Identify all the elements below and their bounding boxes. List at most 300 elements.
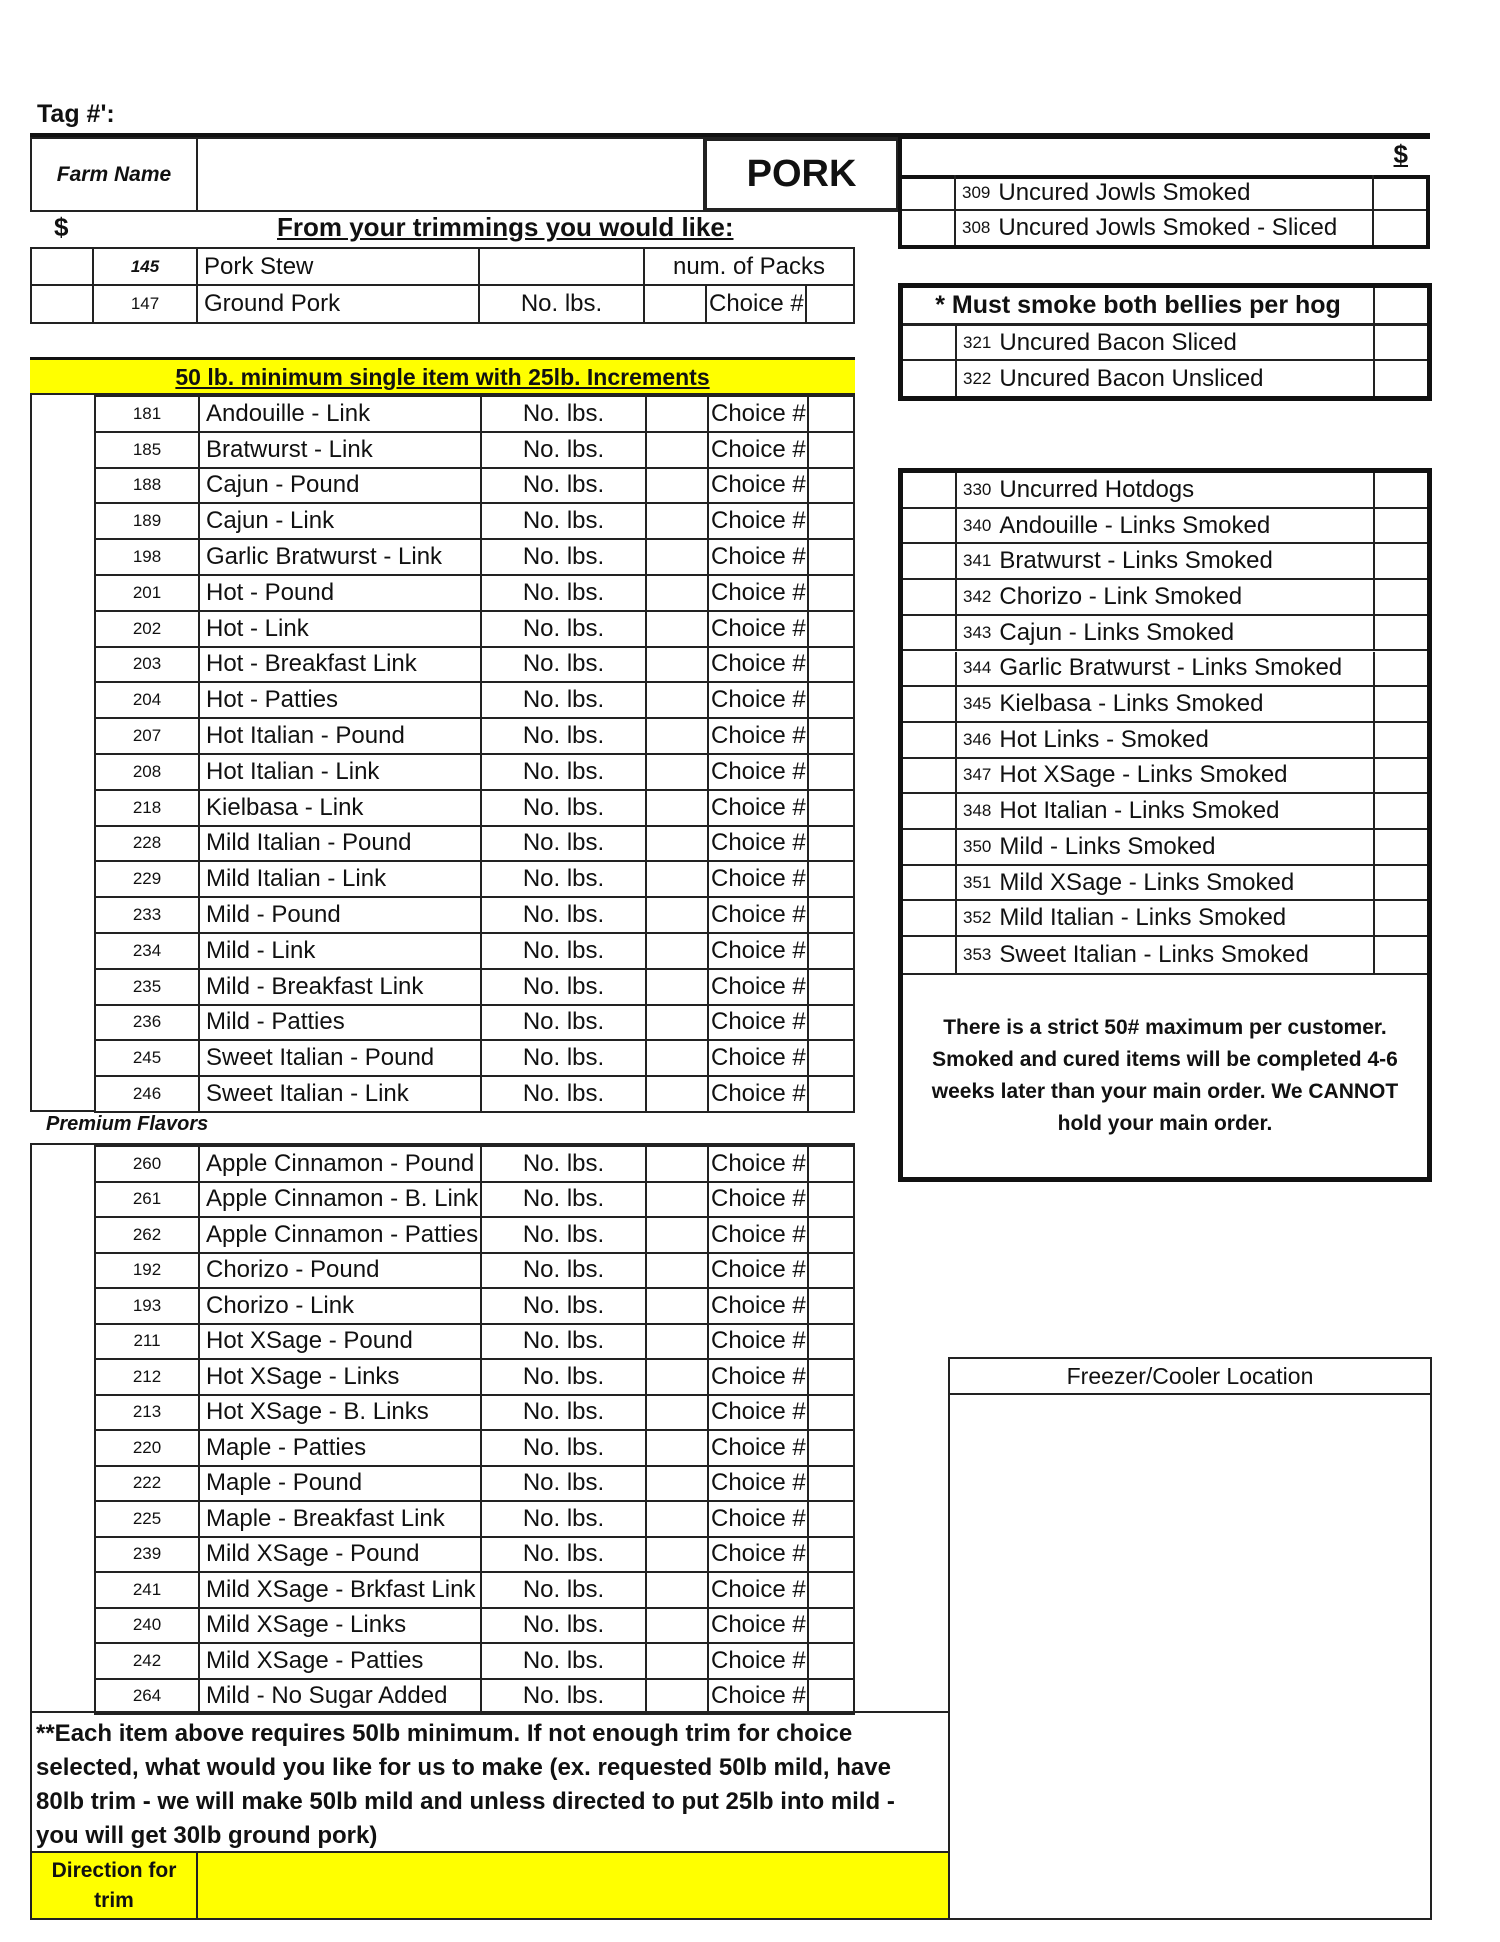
item-code: 192 <box>132 1260 162 1280</box>
item-name: Ground Pork <box>204 290 341 317</box>
trim-check-cell[interactable] <box>30 284 94 324</box>
check-cell[interactable] <box>903 830 957 864</box>
item-name: Hot Links - Smoked <box>999 725 1209 753</box>
choice-field[interactable] <box>807 1536 855 1574</box>
choice-label: Choice # <box>711 865 806 893</box>
direction-row <box>30 1851 950 1920</box>
item-name: Bratwurst - Links Smoked <box>999 547 1273 575</box>
qty-label: No. lbs. <box>522 1398 605 1426</box>
item-code: 189 <box>132 511 162 531</box>
choice-field[interactable] <box>807 860 855 898</box>
check-cell[interactable] <box>903 937 957 973</box>
qty-field[interactable] <box>645 1465 709 1503</box>
choice-field[interactable] <box>807 1642 855 1680</box>
qty-field[interactable] <box>645 1252 709 1290</box>
choice-label: Choice # <box>711 722 806 750</box>
choice-label: Choice # <box>711 757 806 785</box>
choice-field[interactable] <box>807 1181 855 1219</box>
item-code: 145 <box>130 256 160 276</box>
item-code: 181 <box>132 403 162 423</box>
table-row <box>32 467 853 505</box>
qty-field[interactable] <box>645 1536 709 1574</box>
qty-label: No. lbs. <box>522 1433 605 1461</box>
item-code: 342 <box>963 586 992 606</box>
item-name: Hot XSage - Pound <box>206 1327 413 1355</box>
choice-field[interactable] <box>807 574 855 612</box>
choice-label: Choice # <box>711 399 806 427</box>
qty-field[interactable] <box>645 681 709 719</box>
qty-field[interactable] <box>645 789 709 827</box>
trimmings-heading: From your trimmings you would like: <box>277 212 734 242</box>
item-name: Bratwurst - Link <box>206 435 373 463</box>
item-name: Apple Cinnamon - Patties <box>206 1220 479 1248</box>
check-cell[interactable] <box>903 687 957 721</box>
farm-name-label-cell <box>30 137 198 212</box>
choice-field[interactable] <box>807 1429 855 1467</box>
item-code: 235 <box>132 976 162 996</box>
item-name: Mild XSage - Links <box>206 1611 407 1639</box>
item-code: 351 <box>963 872 992 892</box>
check-cell[interactable] <box>903 473 957 507</box>
dollar-right: $ <box>1393 139 1408 169</box>
qty-field[interactable] <box>645 574 709 612</box>
choice-label: Choice # <box>711 1504 806 1532</box>
check-cell[interactable] <box>903 580 957 614</box>
ground-pork-qty-field[interactable] <box>643 284 707 324</box>
item-code: 147 <box>130 294 160 313</box>
item-code: 218 <box>132 797 162 817</box>
item-code: 330 <box>963 479 992 499</box>
page-title: PORK <box>746 153 857 195</box>
qty-field[interactable] <box>645 1287 709 1325</box>
check-cell[interactable] <box>903 866 957 900</box>
qty-field[interactable] <box>645 1145 709 1183</box>
item-name: Hot XSage - Links Smoked <box>999 761 1288 789</box>
item-name: Apple Cinnamon - Pound <box>206 1149 475 1177</box>
trim-check-cell[interactable] <box>30 247 94 286</box>
table-row <box>32 1571 853 1609</box>
choice-label: Choice # <box>711 1682 806 1710</box>
jowls-price-cell[interactable] <box>1374 175 1430 211</box>
item-name: Maple - Breakfast Link <box>206 1504 445 1532</box>
choice-field[interactable] <box>807 467 855 505</box>
item-code: 222 <box>132 1473 162 1493</box>
choice-label: Choice # <box>711 1291 806 1319</box>
choice-field[interactable] <box>807 753 855 791</box>
item-code: 202 <box>132 618 162 638</box>
choice-label: Choice # <box>711 901 806 929</box>
trim-note: **Each item above requires 50lb minimum. If not enough trim for choice selected, what would you like for us to make (ex. requested 50lb mild, have 80lb trim - we will make 50lb mild and unless directed to put 25lb into mild - you will get 30lb ground pork) <box>30 1711 950 1853</box>
bellies-table <box>898 283 1432 401</box>
jowls-table <box>898 175 1430 249</box>
qty-label: No. lbs. <box>522 1185 605 1213</box>
choice-label: Choice # <box>711 1469 806 1497</box>
choice-field[interactable] <box>807 1075 855 1113</box>
choice-field[interactable] <box>807 825 855 863</box>
item-code: 260 <box>132 1153 162 1173</box>
choice-field[interactable] <box>807 896 855 934</box>
qty-label: No. lbs. <box>522 1646 605 1674</box>
item-name: Hot - Link <box>206 614 309 642</box>
table-row <box>32 1181 853 1219</box>
qty-field[interactable] <box>645 717 709 755</box>
item-name: Mild XSage - Patties <box>206 1646 424 1674</box>
item-code: 229 <box>132 869 162 889</box>
choice-label: Choice # <box>711 793 806 821</box>
jowls-check-cell[interactable] <box>902 175 956 211</box>
jowls-price-header <box>898 137 1430 179</box>
table-row <box>903 326 1427 361</box>
tag-label: Tag #': <box>37 100 115 128</box>
qty-field[interactable] <box>645 896 709 934</box>
item-code: 207 <box>132 726 162 746</box>
jowls-row <box>902 175 1426 211</box>
item-code: 225 <box>132 1508 162 1528</box>
table-row <box>32 538 853 576</box>
table-row <box>903 723 1427 759</box>
qty-field[interactable] <box>645 932 709 970</box>
choice-field[interactable] <box>807 1004 855 1042</box>
item-code: 309 <box>962 183 991 202</box>
qty-field[interactable] <box>645 1216 709 1254</box>
item-name: Cajun - Links Smoked <box>999 618 1235 646</box>
qty-field[interactable] <box>645 1004 709 1042</box>
choice-label: Choice # <box>709 290 804 317</box>
qty-field[interactable] <box>645 1039 709 1077</box>
table-row <box>32 610 853 648</box>
table-row <box>32 1287 853 1325</box>
freezer-location-box <box>948 1357 1432 1920</box>
item-code: 321 <box>963 332 992 352</box>
qty-label: No. lbs. <box>522 650 605 678</box>
choice-label: Choice # <box>711 1433 806 1461</box>
check-cell[interactable] <box>903 723 957 757</box>
item-name: Pork Stew <box>204 252 314 280</box>
qty-field[interactable] <box>645 538 709 576</box>
item-code: 341 <box>963 551 992 571</box>
qty-field[interactable] <box>645 753 709 791</box>
qty-field[interactable] <box>645 502 709 540</box>
choice-label: Choice # <box>711 1575 806 1603</box>
item-code: 208 <box>132 761 162 781</box>
qty-field[interactable] <box>645 1607 709 1645</box>
item-name: Uncured Bacon Sliced <box>999 328 1237 356</box>
choice-label: Choice # <box>711 1080 806 1108</box>
choice-field[interactable] <box>807 646 855 684</box>
farm-name-label: Farm Name <box>56 162 172 186</box>
choice-label: Choice # <box>711 1327 806 1355</box>
qty-label: No. lbs. <box>522 1149 605 1177</box>
qty-field[interactable] <box>645 1358 709 1396</box>
table-row <box>32 1358 853 1396</box>
item-name: Mild - Breakfast Link <box>206 972 424 1000</box>
item-code: 233 <box>132 905 162 925</box>
qty-label: No. lbs. <box>522 936 605 964</box>
table-row <box>32 502 853 540</box>
bellies-heading: * Must smoke both bellies per hog <box>935 291 1341 319</box>
qty-field[interactable] <box>645 1181 709 1219</box>
choice-label: Choice # <box>711 1540 806 1568</box>
check-cell[interactable] <box>903 794 957 828</box>
choice-label: Choice # <box>711 435 806 463</box>
jowls-row <box>902 211 1426 245</box>
item-name: Andouille - Link <box>206 399 371 427</box>
choice-field[interactable] <box>807 1358 855 1396</box>
choice-label: Choice # <box>711 578 806 606</box>
qty-label: No. lbs. <box>522 614 605 642</box>
item-code: 193 <box>132 1295 162 1315</box>
qty-label: No. lbs. <box>522 793 605 821</box>
qty-label: No. lbs. <box>522 1682 605 1710</box>
item-code: 203 <box>132 654 162 674</box>
ground-pork-choice-field[interactable] <box>805 284 855 324</box>
table-row <box>32 1465 853 1503</box>
choice-field[interactable] <box>807 1252 855 1290</box>
qty-field[interactable] <box>645 825 709 863</box>
qty-field[interactable] <box>645 610 709 648</box>
table-row <box>32 395 853 433</box>
check-cell[interactable] <box>903 361 957 396</box>
item-name: Mild Italian - Pound <box>206 829 412 857</box>
qty-label: No. lbs. <box>522 1044 605 1072</box>
table-row <box>32 1145 853 1183</box>
item-name: Mild - No Sugar Added <box>206 1682 448 1710</box>
choice-label: Choice # <box>711 650 806 678</box>
item-name: Apple Cinnamon - B. Link <box>206 1185 479 1213</box>
item-name: Garlic Bratwurst - Link <box>206 543 443 571</box>
choice-label: Choice # <box>711 471 806 499</box>
qty-label: No. lbs. <box>522 1362 605 1390</box>
choice-label: Choice # <box>711 936 806 964</box>
choice-label: Choice # <box>711 1185 806 1213</box>
item-code: 262 <box>132 1224 162 1244</box>
choice-field[interactable] <box>807 1287 855 1325</box>
item-name: Mild - Links Smoked <box>999 832 1216 860</box>
item-code: 340 <box>963 515 992 535</box>
choice-field[interactable] <box>807 1500 855 1538</box>
choice-field[interactable] <box>807 1678 855 1716</box>
direction-field[interactable] <box>198 1853 948 1918</box>
dollar-left: $ <box>54 212 69 242</box>
qty-label: No. lbs. <box>522 1575 605 1603</box>
item-code: 350 <box>963 836 992 856</box>
check-cell[interactable] <box>903 509 957 543</box>
item-name: Sweet Italian - Links Smoked <box>999 940 1309 968</box>
qty-field[interactable] <box>645 1075 709 1113</box>
item-code: 322 <box>963 368 992 388</box>
item-name: Mild Italian - Link <box>206 865 387 893</box>
item-code: 234 <box>132 940 162 960</box>
choice-field[interactable] <box>807 1394 855 1432</box>
table-row <box>32 1323 853 1361</box>
item-code: 220 <box>132 1437 162 1457</box>
choice-field[interactable] <box>807 717 855 755</box>
item-name: Maple - Pound <box>206 1469 363 1497</box>
check-cell[interactable] <box>903 544 957 578</box>
qty-label: No. lbs. <box>522 972 605 1000</box>
item-name: Maple - Patties <box>206 1433 367 1461</box>
choice-field[interactable] <box>807 1323 855 1361</box>
item-name: Kielbasa - Links Smoked <box>999 690 1264 718</box>
item-code: 353 <box>963 944 992 964</box>
item-name: Kielbasa - Link <box>206 793 364 821</box>
choice-field[interactable] <box>807 395 855 433</box>
table-row <box>903 687 1427 723</box>
item-name: Chorizo - Link Smoked <box>999 582 1243 610</box>
choice-field[interactable] <box>807 1145 855 1183</box>
item-code: 188 <box>132 475 162 495</box>
item-name: Mild - Patties <box>206 1008 345 1036</box>
qty-label: No. lbs. <box>522 435 605 463</box>
qty-label: No. lbs. <box>522 1008 605 1036</box>
table-row <box>32 1252 853 1290</box>
table-row <box>903 361 1427 396</box>
bellies-price-cell[interactable] <box>1375 288 1427 326</box>
qty-field[interactable] <box>645 1323 709 1361</box>
item-name: Andouille - Links Smoked <box>999 511 1271 539</box>
table-row <box>903 652 1427 688</box>
farm-name-field[interactable] <box>196 137 705 212</box>
item-code: 246 <box>132 1084 162 1104</box>
table-row <box>903 580 1427 616</box>
table-row <box>32 1394 853 1432</box>
qty-field[interactable] <box>645 1394 709 1432</box>
item-name: Garlic Bratwurst - Links Smoked <box>999 654 1343 682</box>
table-row <box>32 431 853 469</box>
item-code: 352 <box>963 908 992 928</box>
choice-field[interactable] <box>807 431 855 469</box>
item-code: 239 <box>132 1544 162 1564</box>
table-row <box>903 544 1427 580</box>
item-name: Mild XSage - Pound <box>206 1540 420 1568</box>
choice-label: Choice # <box>711 543 806 571</box>
table-row <box>32 932 853 970</box>
qty-field[interactable] <box>645 1642 709 1680</box>
item-name: Hot XSage - B. Links <box>206 1398 429 1426</box>
choice-field[interactable] <box>807 789 855 827</box>
choice-field[interactable] <box>807 1465 855 1503</box>
table-row <box>32 860 853 898</box>
check-cell[interactable] <box>903 616 957 650</box>
table-row <box>32 789 853 827</box>
table-row <box>903 830 1427 866</box>
table-row <box>32 896 853 934</box>
item-name: Mild Italian - Links Smoked <box>999 904 1287 932</box>
choice-label: Choice # <box>711 1008 806 1036</box>
item-code: 211 <box>133 1331 161 1351</box>
item-name: Mild - Pound <box>206 901 341 929</box>
table-row <box>32 681 853 719</box>
qty-label: No. lbs. <box>522 1220 605 1248</box>
choice-field[interactable] <box>807 610 855 648</box>
freezer-location-field[interactable] <box>950 1395 1430 1918</box>
item-code: 198 <box>132 547 162 567</box>
pork-stew-qty-field[interactable] <box>478 247 645 286</box>
check-cell[interactable] <box>903 652 957 686</box>
item-name: Hot - Pound <box>206 578 335 606</box>
check-cell[interactable] <box>903 326 957 359</box>
qty-field[interactable] <box>645 1678 709 1716</box>
choice-field[interactable] <box>807 932 855 970</box>
table-row <box>32 825 853 863</box>
qty-label: No. lbs. <box>522 865 605 893</box>
qty-field[interactable] <box>645 1571 709 1609</box>
jowls-price-cell[interactable] <box>1374 211 1430 245</box>
standard-items-table <box>30 393 855 1112</box>
check-cell[interactable] <box>903 759 957 793</box>
freezer-location-label: Freezer/Cooler Location <box>950 1359 1430 1395</box>
item-name: Uncured Jowls Smoked - Sliced <box>998 214 1338 241</box>
smoked-items-table <box>898 468 1432 1182</box>
qty-field[interactable] <box>645 467 709 505</box>
choice-field[interactable] <box>807 1216 855 1254</box>
premium-flavors-label: Premium Flavors <box>46 1113 209 1135</box>
choice-field[interactable] <box>807 502 855 540</box>
item-name: Chorizo - Pound <box>206 1256 380 1284</box>
choice-field[interactable] <box>807 1607 855 1645</box>
item-name: Chorizo - Link <box>206 1291 355 1319</box>
qty-field[interactable] <box>645 1429 709 1467</box>
item-name: Hot Italian - Link <box>206 757 380 785</box>
choice-field[interactable] <box>807 538 855 576</box>
qty-field[interactable] <box>645 860 709 898</box>
qty-label: No. lbs. <box>522 757 605 785</box>
table-row <box>32 1075 853 1113</box>
table-row <box>32 1678 853 1716</box>
choice-field[interactable] <box>807 1571 855 1609</box>
choice-label: Choice # <box>711 1611 806 1639</box>
qty-field[interactable] <box>645 646 709 684</box>
item-code: 228 <box>132 833 162 853</box>
choice-label: Choice # <box>711 1398 806 1426</box>
qty-field[interactable] <box>645 395 709 433</box>
item-code: 204 <box>132 690 162 710</box>
item-code: 343 <box>963 622 992 642</box>
item-name: Hot - Patties <box>206 686 339 714</box>
qty-label: No. lbs. <box>522 507 605 535</box>
qty-label: No. lbs. <box>522 1611 605 1639</box>
item-code: 346 <box>963 729 992 749</box>
item-name: Uncured Bacon Unsliced <box>999 364 1264 392</box>
smoked-notice: There is a strict 50# maximum per customer. Smoked and cured items will be completed 4-6 weeks later than your main order. We CANNOT hold your main order. <box>903 973 1427 1177</box>
choice-field[interactable] <box>807 1039 855 1077</box>
qty-label: No. lbs. <box>522 1256 605 1284</box>
pork-title-cell <box>703 137 900 212</box>
qty-field[interactable] <box>645 1500 709 1538</box>
item-code: 344 <box>963 658 992 678</box>
table-row <box>903 473 1427 509</box>
item-code: 261 <box>132 1189 162 1209</box>
item-name: Mild XSage - Brkfast Link <box>206 1575 476 1603</box>
item-code: 236 <box>132 1012 162 1032</box>
choice-label: Choice # <box>711 686 806 714</box>
choice-field[interactable] <box>807 968 855 1006</box>
choice-label: Choice # <box>711 972 806 1000</box>
table-row <box>32 1500 853 1538</box>
qty-field[interactable] <box>645 431 709 469</box>
qty-label: No. lbs. <box>522 399 605 427</box>
direction-label: Direction for trim <box>32 1853 198 1918</box>
table-row <box>32 1607 853 1645</box>
choice-label: Choice # <box>711 1256 806 1284</box>
qty-label: No. lbs. <box>520 290 603 317</box>
jowls-check-cell[interactable] <box>902 211 956 245</box>
qty-field[interactable] <box>645 968 709 1006</box>
check-cell[interactable] <box>903 901 957 935</box>
choice-label: Choice # <box>711 507 806 535</box>
table-row <box>32 1536 853 1574</box>
choice-field[interactable] <box>807 681 855 719</box>
